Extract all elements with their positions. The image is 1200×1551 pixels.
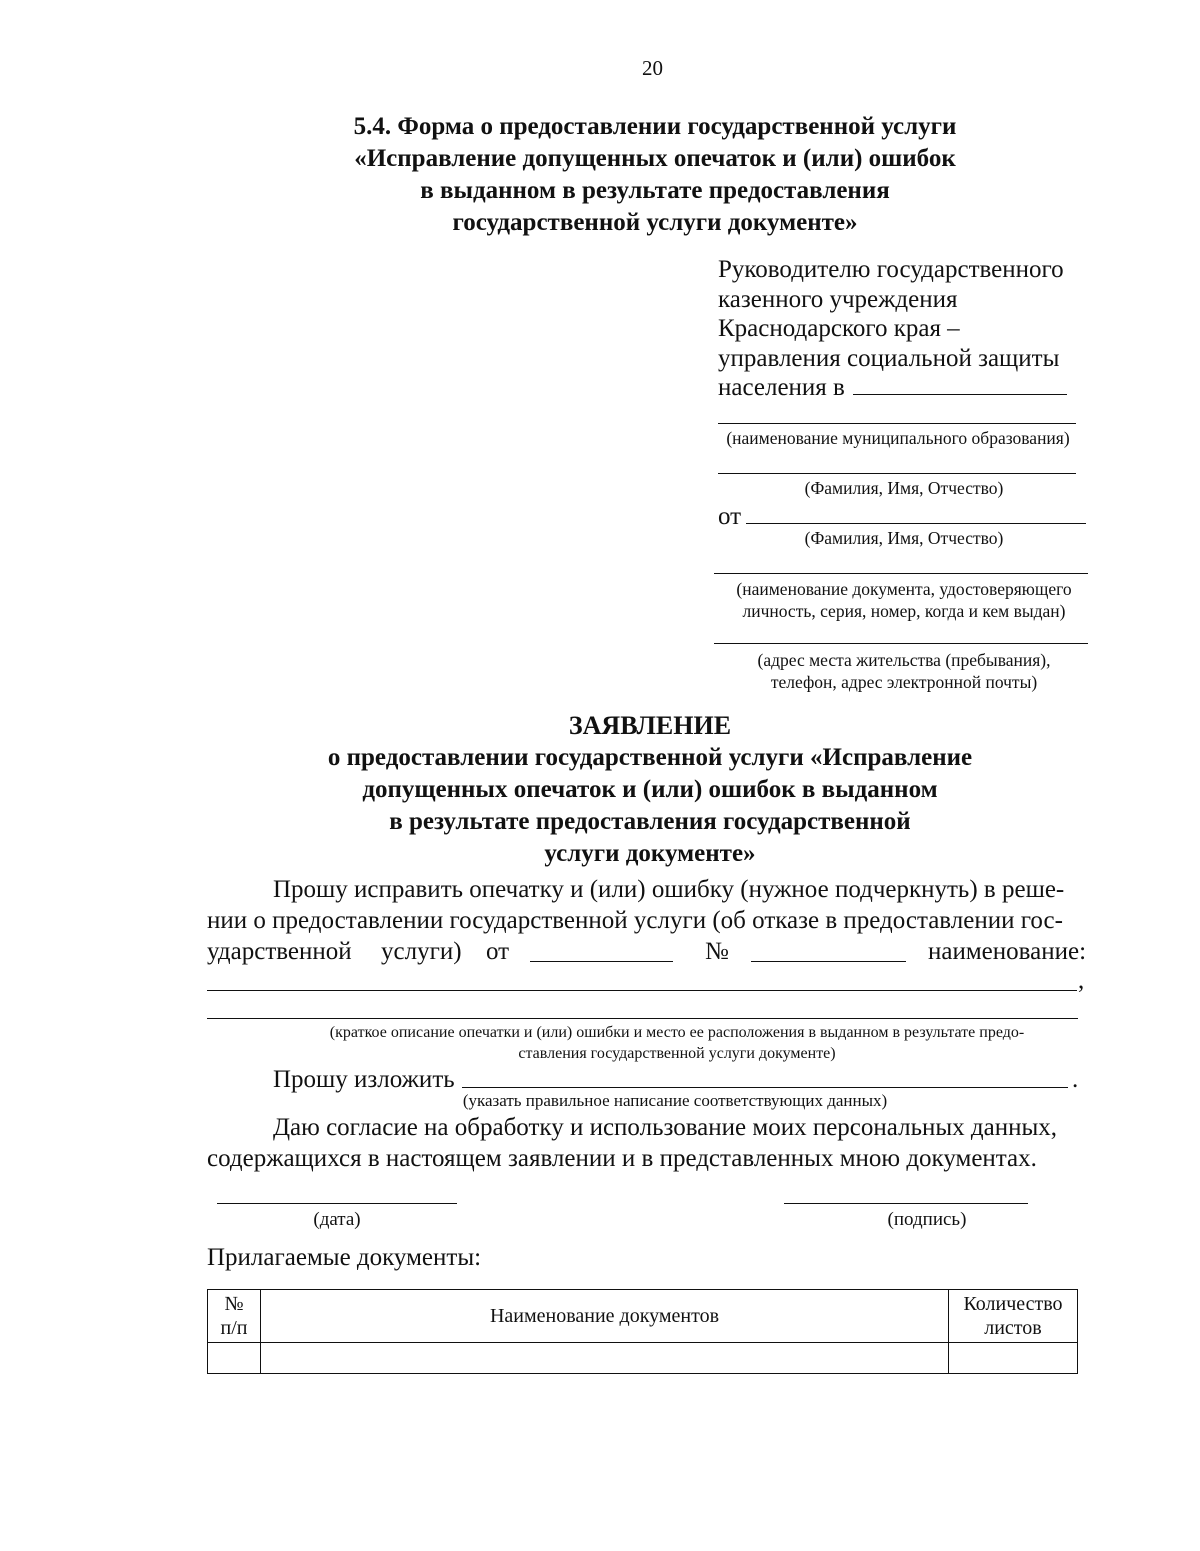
- number-sign: №: [705, 938, 729, 965]
- consent-line: содержащихся в настоящем заявлении и в представленных мною документах.: [207, 1145, 1037, 1172]
- signature-caption: (подпись): [887, 1209, 967, 1230]
- comma: ,: [1078, 967, 1085, 994]
- address-caption-line: телефон, адрес электронной почты): [770, 672, 1038, 692]
- consent-line: Даю согласие на обработку и использование моих персональных данных,: [273, 1114, 1058, 1141]
- statement-subtitle-line: допущенных опечаток и (или) ошибок в выданном: [362, 776, 938, 803]
- addressee-line: Руководителю государственного: [718, 256, 1064, 283]
- statement-title: ЗАЯВЛЕНИЕ: [568, 711, 732, 740]
- header-text: Наименование документов: [489, 1305, 720, 1327]
- addressee-line: Краснодарского края –: [718, 315, 960, 343]
- description-field-2[interactable]: [207, 1018, 1078, 1019]
- form-title-line: «Исправление допущенных опечаток и (или) ошибок: [354, 145, 956, 172]
- description-caption: [207, 1022, 1147, 1064]
- statement-subtitle-line: в результате предоставления государственной: [389, 808, 911, 835]
- address-field[interactable]: [714, 643, 1088, 644]
- cell-number[interactable]: [208, 1343, 261, 1374]
- form-title: [300, 111, 1010, 239]
- municipality-blank[interactable]: [853, 374, 1067, 395]
- cell-count[interactable]: [949, 1343, 1078, 1374]
- statement-subtitle-line: услуги документе»: [544, 840, 756, 867]
- column-header-name: [261, 1290, 949, 1343]
- date-caption: (дата): [313, 1209, 361, 1230]
- recipient-name-field[interactable]: [718, 473, 1076, 474]
- header-text: №: [224, 1293, 244, 1315]
- decision-number-field[interactable]: [751, 961, 906, 962]
- id-document-caption: [718, 578, 1090, 622]
- request-caption: (указать правильное написание соответствующих данных): [462, 1091, 888, 1110]
- recipient-name-caption: (Фамилия, Имя, Отчество): [804, 478, 1004, 498]
- form-title-line: государственной услуги документе»: [452, 209, 858, 236]
- municipality-caption: (наименование муниципального образования): [726, 428, 1070, 448]
- municipality-field[interactable]: [718, 423, 1076, 424]
- attached-documents-label: Прилагаемые документы:: [207, 1244, 482, 1271]
- address-caption: [718, 649, 1090, 693]
- description-caption-line: (краткое описание опечатки и (или) ошибки и место ее расположения в выданном в результате предо-: [329, 1024, 1025, 1041]
- id-document-caption-line: (наименование документа, удостоверяющего: [736, 579, 1072, 599]
- addressee-last-line: населения в: [718, 374, 845, 402]
- applicant-name-field[interactable]: [746, 523, 1086, 524]
- signature-field[interactable]: [784, 1203, 1028, 1204]
- request-label: Прошу изложить: [273, 1066, 455, 1093]
- statement-subtitle-line: о предоставлении государственной услуги «Исправление: [327, 744, 973, 771]
- request-paragraph-line: нии о предоставлении государственной услуги (об отказе в предоставлении гос-: [207, 907, 1063, 934]
- addressee-line: казенного учреждения: [718, 285, 958, 313]
- table-row: [208, 1343, 1078, 1374]
- header-text: п/п: [220, 1317, 248, 1339]
- request-paragraph-line: услуги): [381, 938, 462, 965]
- attached-documents-table: [207, 1289, 1078, 1374]
- column-header-count: [949, 1290, 1078, 1343]
- date-field[interactable]: [217, 1203, 457, 1204]
- page-number: 20: [642, 56, 663, 80]
- decision-date-field[interactable]: [530, 961, 673, 962]
- period: .: [1072, 1066, 1079, 1093]
- address-caption-line: (адрес места жительства (пребывания),: [757, 650, 1051, 670]
- request-paragraph-line: ударственной: [207, 938, 352, 965]
- correct-spelling-field[interactable]: [462, 1087, 1068, 1088]
- header-text: Количество: [963, 1293, 1063, 1315]
- from-label: от: [718, 503, 742, 530]
- request-paragraph-line: от: [486, 938, 510, 965]
- id-document-caption-line: личность, серия, номер, когда и кем выдан): [742, 601, 1066, 621]
- description-field[interactable]: [207, 990, 1077, 991]
- id-document-field[interactable]: [714, 573, 1088, 574]
- header-text: листов: [984, 1317, 1042, 1339]
- table-header-row: [208, 1290, 1078, 1343]
- form-title-line: в выданном в результате предоставления: [420, 177, 890, 204]
- description-caption-line: ставления государственной услуги документе): [518, 1045, 836, 1062]
- addressee-block: [718, 255, 1067, 403]
- cell-name[interactable]: [261, 1343, 949, 1374]
- applicant-name-caption: (Фамилия, Имя, Отчество): [804, 528, 1004, 548]
- statement-title-block: [280, 710, 1020, 870]
- request-paragraph-line: Прошу исправить опечатку и (или) ошибку (нужное подчеркнуть) в реше-: [273, 876, 1065, 903]
- naming-label: наименование:: [928, 938, 1087, 965]
- column-header-number: [208, 1290, 261, 1343]
- addressee-line: управления социальной защиты: [718, 344, 1060, 372]
- form-title-line: 5.4. Форма о предоставлении государственной услуги: [353, 113, 957, 140]
